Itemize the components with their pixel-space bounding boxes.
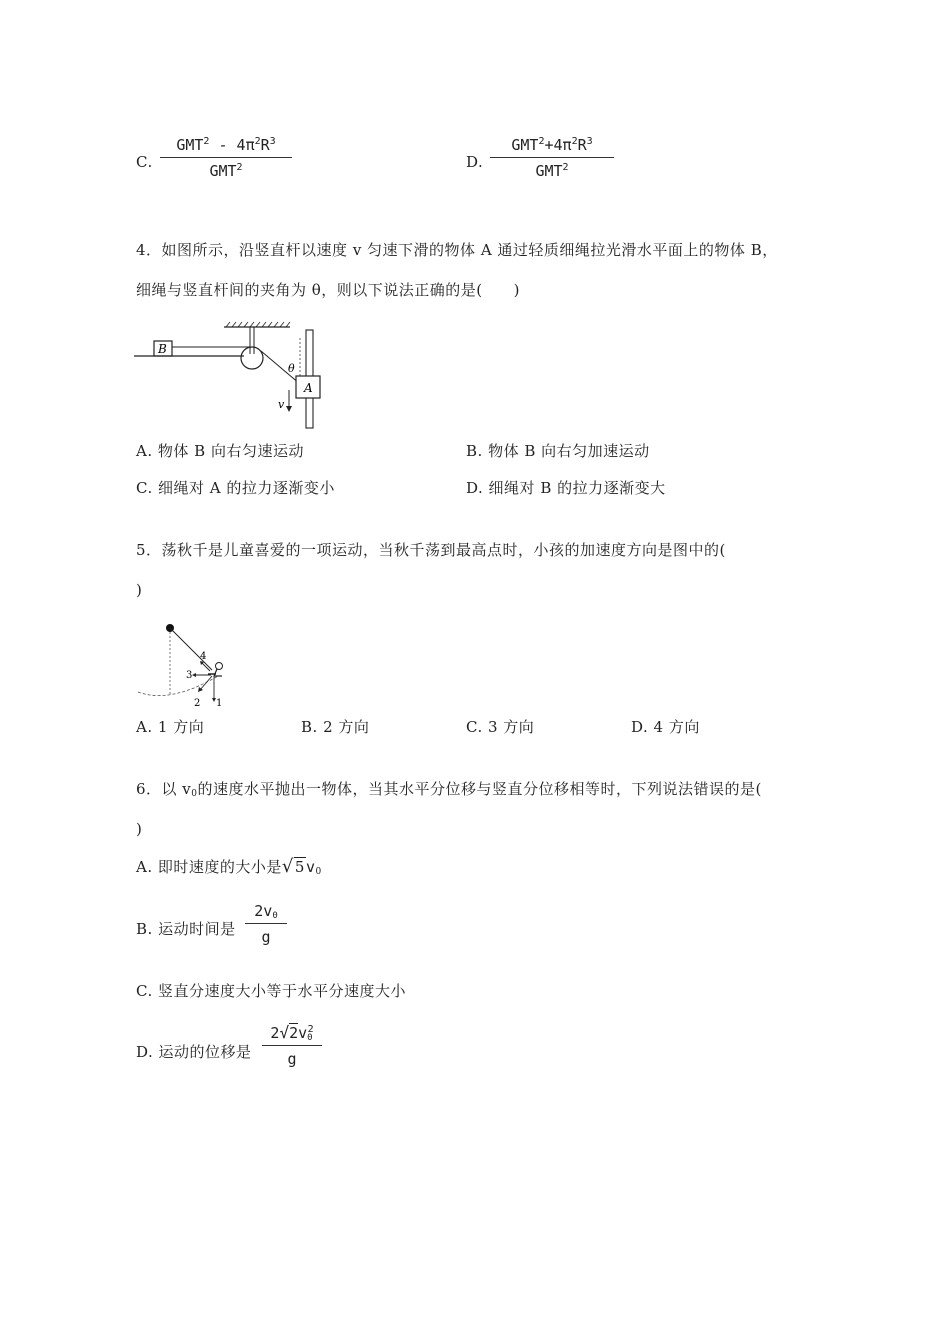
fraction	[490, 136, 614, 180]
question-text: 5．荡秋千是儿童喜爱的一项运动，当秋千荡到最高点时，小孩的加速度方向是图中的(	[136, 541, 726, 559]
option-a: A. 1 方向	[136, 718, 205, 736]
option-d: D. 细绳对 B 的拉力逐渐变大	[466, 479, 666, 497]
option-b: B. 运动时间是	[136, 920, 236, 938]
option-c: C. 3 方向	[466, 718, 535, 736]
fraction-bar	[160, 157, 292, 158]
fraction	[245, 902, 287, 946]
fraction-bar	[262, 1045, 322, 1046]
svg-text:4: 4	[200, 651, 207, 662]
svg-text:B: B	[158, 342, 167, 356]
svg-text:1: 1	[216, 698, 223, 708]
fraction	[160, 136, 292, 180]
numerator: $2√2v_0^2$	[270, 1023, 314, 1043]
option-d: D. 4 方向	[631, 718, 700, 736]
denominator: g	[261, 928, 271, 946]
sqrt-sign: √	[281, 856, 294, 877]
option-d: D. 运动的位移是	[136, 1043, 252, 1061]
denominator: GMT$^2$	[535, 162, 569, 180]
option-a: A. 即时速度的大小是$√5v_0$	[136, 856, 322, 877]
pulley	[241, 347, 263, 369]
svg-text:v: v	[278, 398, 285, 411]
option-c: C. 竖直分速度大小等于水平分速度大小	[136, 982, 407, 1000]
question-text: )	[136, 820, 143, 838]
svg-text:θ: θ	[288, 362, 295, 375]
option-b: B. 物体 B 向右匀加速运动	[466, 442, 650, 460]
denominator: g	[287, 1050, 297, 1068]
question-text: 6．以 $v_0$的速度水平抛出一物体，当其水平分位移与竖直分位移相等时，下列说法错误的是(	[136, 780, 762, 799]
numerator: $GMT^2 - 4\pi^2R^3$	[176, 136, 276, 154]
question-text: 细绳与竖直杆间的夹角为 θ，则以下说法正确的是( )	[136, 281, 521, 299]
svg-text:3: 3	[186, 670, 193, 681]
option-b: B. 2 方向	[301, 718, 370, 736]
numerator: $2v_0$	[254, 902, 278, 921]
option-label: C.	[136, 153, 153, 171]
fraction-bar	[490, 157, 614, 158]
numerator: $GMT^2+4\pi^2R^3$	[511, 136, 593, 154]
option-label: D.	[466, 153, 484, 171]
question-text: 4．如图所示，沿竖直杆以速度 v 匀速下滑的物体 A 通过轻质细绳拉光滑水平面上的物体 B，	[136, 241, 778, 259]
option-c: C. 细绳对 A 的拉力逐渐变小	[136, 479, 335, 497]
swing-figure	[130, 618, 240, 708]
svg-text:A: A	[304, 381, 313, 395]
pulley-figure	[130, 318, 330, 430]
option-a: A. 物体 B 向右匀速运动	[136, 442, 304, 460]
denominator: GMT$^2$	[209, 162, 243, 180]
question-text: )	[136, 581, 143, 599]
fraction-bar	[245, 923, 287, 924]
svg-text:2: 2	[194, 698, 201, 708]
fraction	[262, 1024, 322, 1068]
